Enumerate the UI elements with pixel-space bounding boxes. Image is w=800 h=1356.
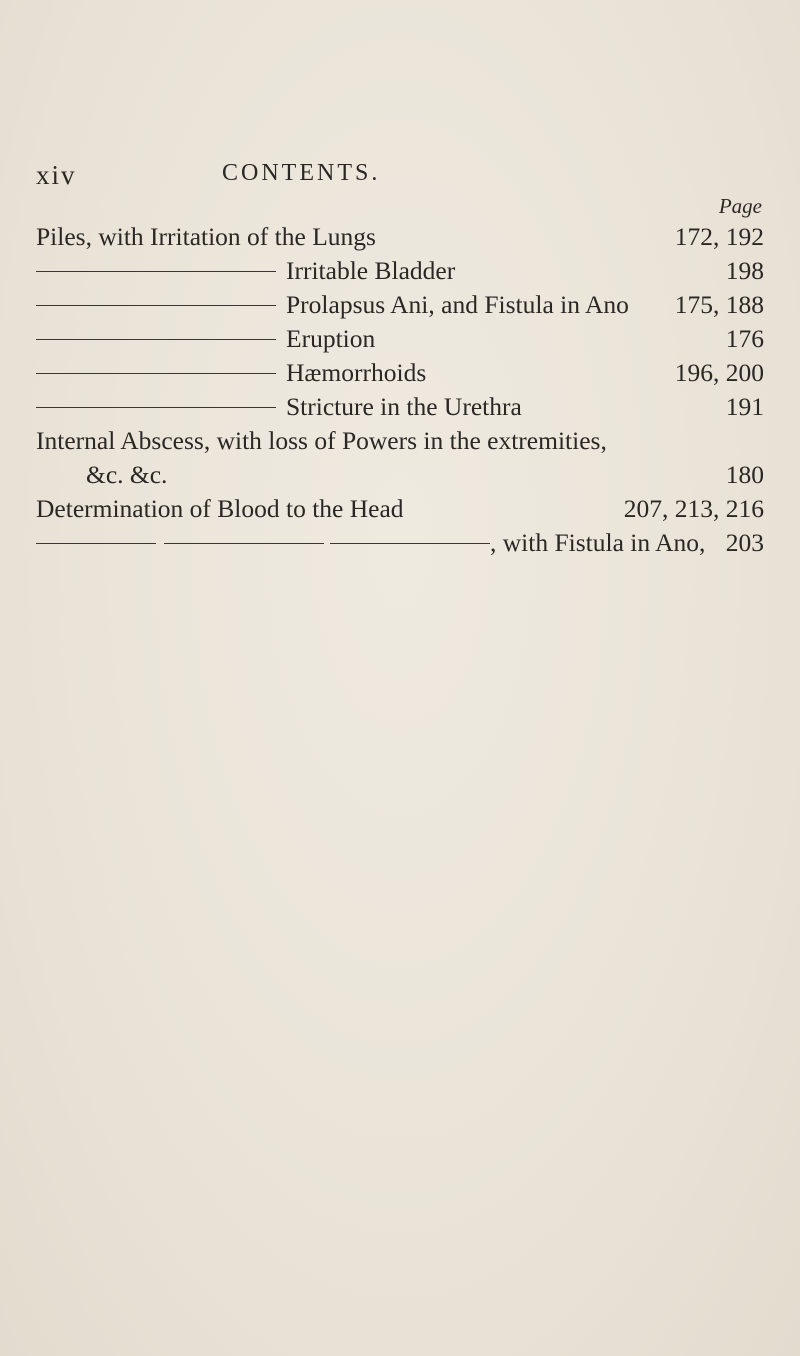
entry-title: Irritable Bladder (286, 256, 456, 285)
entry-pages: 176 (725, 324, 764, 353)
entry-pages: 207, 213, 216 (623, 494, 764, 523)
entry-title: &c. &c. (86, 460, 168, 489)
contents-entry (0, 256, 800, 290)
ditto-rule (36, 407, 276, 408)
contents-entry (0, 290, 800, 324)
contents-entry (0, 426, 800, 460)
entry-pages: 198 (725, 256, 764, 285)
contents-entry (0, 528, 800, 562)
entry-title: Internal Abscess, with loss of Powers in the extremities, (36, 426, 607, 455)
entry-pages: 175, 188 (674, 290, 764, 319)
entry-title: Determination of Blood to the Head (36, 494, 404, 523)
entry-pages: 196, 200 (674, 358, 764, 387)
contents-entry (0, 358, 800, 392)
ditto-rule (36, 543, 156, 544)
page-number: xiv (36, 160, 77, 190)
ditto-rule (36, 305, 276, 306)
ditto-rule (36, 373, 276, 374)
entry-title: Hæmorrhoids (286, 358, 427, 387)
contents-entry (0, 460, 800, 494)
contents-entry (0, 494, 800, 528)
entry-pages: 180 (725, 460, 764, 489)
ditto-rule (164, 543, 324, 544)
entry-title: Stricture in the Urethra (286, 392, 522, 421)
ditto-rule (36, 339, 276, 340)
page-column-label: Page (718, 194, 762, 218)
contents-entry (0, 392, 800, 426)
entry-title: , with Fistula in Ano, (490, 528, 706, 557)
entry-title: Piles, with Irritation of the Lungs (36, 222, 376, 251)
ditto-rule (36, 271, 276, 272)
entry-pages: 191 (725, 392, 764, 421)
running-title: CONTENTS. (222, 160, 381, 186)
entry-title: Prolapsus Ani, and Fistula in Ano (286, 290, 629, 319)
contents-entry (0, 222, 800, 256)
entry-pages: 203 (725, 528, 764, 557)
page-header (0, 160, 800, 196)
contents-entry (0, 324, 800, 358)
entry-pages: 172, 192 (674, 222, 764, 251)
entry-title: Eruption (286, 324, 376, 353)
ditto-rule (330, 543, 490, 544)
